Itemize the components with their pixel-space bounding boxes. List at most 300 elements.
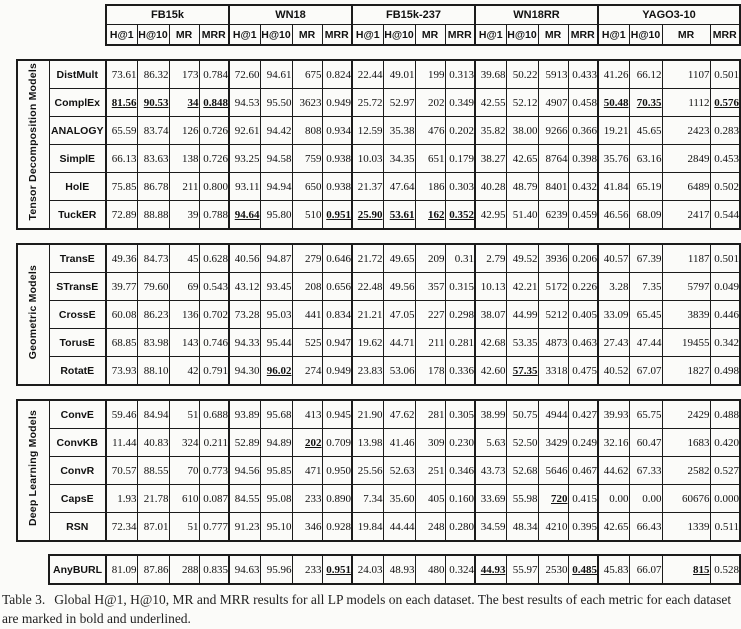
value-cell: 95.85 — [260, 457, 292, 485]
model-name: ConvR — [49, 457, 106, 485]
value-cell: 42.60 — [475, 357, 506, 386]
value-cell: 0.179 — [445, 145, 475, 173]
value-cell: 0.800 — [199, 173, 229, 201]
value-cell: 25.56 — [352, 457, 383, 485]
value-cell: 0.280 — [445, 513, 475, 542]
value-cell: 4873 — [538, 329, 568, 357]
value-cell: 0.202 — [445, 117, 475, 145]
value-cell: 0.498 — [710, 357, 740, 386]
value-cell: 0.349 — [445, 89, 475, 117]
value-cell: 675 — [292, 60, 322, 89]
group-label: Tensor Decomposition Models — [27, 63, 40, 221]
value-cell: 49.01 — [383, 60, 415, 89]
value-cell: 0.726 — [199, 117, 229, 145]
metric-name-header: MR — [415, 25, 445, 46]
value-cell: 6489 — [662, 173, 710, 201]
value-cell: 0.485 — [568, 555, 598, 584]
value-cell: 2849 — [662, 145, 710, 173]
value-cell: 21.21 — [352, 301, 383, 329]
value-cell: 0.459 — [568, 201, 598, 230]
model-name: TuckER — [49, 201, 106, 230]
value-cell: 94.87 — [260, 244, 292, 273]
value-cell: 5797 — [662, 273, 710, 301]
value-cell: 0.446 — [710, 301, 740, 329]
value-cell: 0.249 — [568, 429, 598, 457]
value-cell: 44.71 — [383, 329, 415, 357]
value-cell: 83.74 — [137, 117, 169, 145]
value-cell: 91.23 — [229, 513, 260, 542]
value-cell: 47.44 — [629, 329, 662, 357]
dataset-name-header: YAGO3-10 — [598, 5, 740, 25]
value-cell: 279 — [292, 244, 322, 273]
value-cell: 2429 — [662, 400, 710, 429]
value-cell: 11.44 — [106, 429, 137, 457]
value-cell: 84.55 — [229, 485, 260, 513]
value-cell: 44.93 — [475, 555, 506, 584]
metric-name-header: MRR — [322, 25, 352, 46]
value-cell: 413 — [292, 400, 322, 429]
value-cell: 0.315 — [445, 273, 475, 301]
value-cell: 40.56 — [229, 244, 260, 273]
value-cell: 21.90 — [352, 400, 383, 429]
metric-name-header: H@1 — [598, 25, 629, 46]
value-cell: 0.947 — [322, 329, 352, 357]
value-cell: 40.52 — [598, 357, 629, 386]
value-cell: 0.543 — [199, 273, 229, 301]
value-cell: 57.35 — [506, 357, 538, 386]
value-cell: 49.65 — [383, 244, 415, 273]
value-cell: 53.35 — [506, 329, 538, 357]
value-cell: 476 — [415, 117, 445, 145]
dataset-name-header: WN18RR — [475, 5, 598, 25]
value-cell: 9266 — [538, 117, 568, 145]
value-cell: 42.65 — [506, 145, 538, 173]
value-cell: 1112 — [662, 89, 710, 117]
value-cell: 4210 — [538, 513, 568, 542]
model-name: DistMult — [49, 60, 106, 89]
metric-name-header: MRR — [710, 25, 740, 46]
model-name: HolE — [49, 173, 106, 201]
value-cell: 525 — [292, 329, 322, 357]
value-cell: 94.63 — [229, 555, 260, 584]
value-cell: 23.83 — [352, 357, 383, 386]
value-cell: 136 — [169, 301, 199, 329]
dataset-name-header: WN18 — [229, 5, 352, 25]
value-cell: 95.44 — [260, 329, 292, 357]
column-header-table — [105, 4, 741, 46]
value-cell: 0.336 — [445, 357, 475, 386]
value-cell: 52.63 — [383, 457, 415, 485]
model-name: ANALOGY — [49, 117, 106, 145]
value-cell: 0.305 — [445, 400, 475, 429]
value-cell: 95.96 — [260, 555, 292, 584]
value-cell: 42.65 — [598, 513, 629, 542]
value-cell: 10.13 — [475, 273, 506, 301]
value-cell: 138 — [169, 145, 199, 173]
value-cell: 72.89 — [106, 201, 137, 230]
metric-name-header: H@10 — [629, 25, 662, 46]
value-cell: 70.57 — [106, 457, 137, 485]
value-cell: 0.834 — [322, 301, 352, 329]
value-cell: 0.432 — [568, 173, 598, 201]
value-cell: 211 — [169, 173, 199, 201]
value-cell: 0.951 — [322, 201, 352, 230]
value-cell: 0.950 — [322, 457, 352, 485]
metric-name-header: H@10 — [506, 25, 538, 46]
value-cell: 95.80 — [260, 201, 292, 230]
value-cell: 324 — [169, 429, 199, 457]
dataset-name-header: FB15k — [106, 5, 229, 25]
metric-name-header: H@1 — [106, 25, 137, 46]
model-name: CapsE — [49, 485, 106, 513]
value-cell: 0.000 — [710, 485, 740, 513]
value-cell: 48.79 — [506, 173, 538, 201]
value-cell: 0.511 — [710, 513, 740, 542]
value-cell: 43.73 — [475, 457, 506, 485]
model-group-table — [16, 243, 741, 386]
value-cell: 45.65 — [629, 117, 662, 145]
value-cell: 60.08 — [106, 301, 137, 329]
value-cell: 21.37 — [352, 173, 383, 201]
value-cell: 441 — [292, 301, 322, 329]
value-cell: 0.928 — [322, 513, 352, 542]
value-cell: 815 — [662, 555, 710, 584]
value-cell: 3839 — [662, 301, 710, 329]
value-cell: 357 — [415, 273, 445, 301]
value-cell: 759 — [292, 145, 322, 173]
value-cell: 19.84 — [352, 513, 383, 542]
value-cell: 55.98 — [506, 485, 538, 513]
value-cell: 52.68 — [506, 457, 538, 485]
value-cell: 208 — [292, 273, 322, 301]
value-cell: 48.34 — [506, 513, 538, 542]
value-cell: 59.46 — [106, 400, 137, 429]
value-cell: 0.945 — [322, 400, 352, 429]
value-cell: 0.31 — [445, 244, 475, 273]
value-cell: 0.949 — [322, 89, 352, 117]
value-cell: 86.32 — [137, 60, 169, 89]
value-cell: 0.501 — [710, 60, 740, 89]
value-cell: 0.206 — [568, 244, 598, 273]
value-cell: 3318 — [538, 357, 568, 386]
value-cell: 0.342 — [710, 329, 740, 357]
value-cell: 173 — [169, 60, 199, 89]
value-cell: 0.366 — [568, 117, 598, 145]
value-cell: 96.02 — [260, 357, 292, 386]
value-cell: 0.656 — [322, 273, 352, 301]
value-cell: 41.84 — [598, 173, 629, 201]
metric-name-header: MR — [169, 25, 199, 46]
value-cell: 162 — [415, 201, 445, 230]
value-cell: 49.36 — [106, 244, 137, 273]
value-cell: 84.94 — [137, 400, 169, 429]
value-cell: 0.458 — [568, 89, 598, 117]
group-label-cell — [17, 244, 49, 385]
value-cell: 73.28 — [229, 301, 260, 329]
value-cell: 0.467 — [568, 457, 598, 485]
value-cell: 65.59 — [106, 117, 137, 145]
value-cell: 0.544 — [710, 201, 740, 230]
value-cell: 38.27 — [475, 145, 506, 173]
value-cell: 68.85 — [106, 329, 137, 357]
value-cell: 0.303 — [445, 173, 475, 201]
value-cell: 0.283 — [710, 117, 740, 145]
value-cell: 0.527 — [710, 457, 740, 485]
group-label: Geometric Models — [27, 264, 40, 360]
value-cell: 0.488 — [710, 400, 740, 429]
value-cell: 610 — [169, 485, 199, 513]
value-cell: 93.25 — [229, 145, 260, 173]
value-cell: 94.64 — [229, 201, 260, 230]
value-cell: 70 — [169, 457, 199, 485]
value-cell: 93.11 — [229, 173, 260, 201]
value-cell: 33.69 — [475, 485, 506, 513]
value-cell: 35.60 — [383, 485, 415, 513]
value-cell: 32.16 — [598, 429, 629, 457]
value-cell: 67.33 — [629, 457, 662, 485]
value-cell: 66.43 — [629, 513, 662, 542]
value-cell: 6239 — [538, 201, 568, 230]
value-cell: 46.56 — [598, 201, 629, 230]
value-cell: 49.52 — [506, 244, 538, 273]
value-cell: 0.427 — [568, 400, 598, 429]
value-cell: 1.93 — [106, 485, 137, 513]
value-cell: 19.21 — [598, 117, 629, 145]
value-cell: 19.62 — [352, 329, 383, 357]
value-cell: 94.94 — [260, 173, 292, 201]
value-cell: 50.48 — [598, 89, 629, 117]
value-cell: 34.59 — [475, 513, 506, 542]
value-cell: 27.43 — [598, 329, 629, 357]
value-cell: 0.746 — [199, 329, 229, 357]
value-cell: 2423 — [662, 117, 710, 145]
value-cell: 87.86 — [137, 555, 169, 584]
value-cell: 0.313 — [445, 60, 475, 89]
value-cell: 0.709 — [322, 429, 352, 457]
value-cell: 42.21 — [506, 273, 538, 301]
value-cell: 0.773 — [199, 457, 229, 485]
value-cell: 65.45 — [629, 301, 662, 329]
value-cell: 35.76 — [598, 145, 629, 173]
value-cell: 0.791 — [199, 357, 229, 386]
metric-name-header: H@10 — [260, 25, 292, 46]
value-cell: 68.09 — [629, 201, 662, 230]
value-cell: 5913 — [538, 60, 568, 89]
value-cell: 86.78 — [137, 173, 169, 201]
value-cell: 480 — [415, 555, 445, 584]
value-cell: 65.19 — [629, 173, 662, 201]
value-cell: 45.83 — [598, 555, 629, 584]
value-cell: 0.415 — [568, 485, 598, 513]
value-cell: 5.63 — [475, 429, 506, 457]
value-cell: 92.61 — [229, 117, 260, 145]
model-name: ConvE — [49, 400, 106, 429]
value-cell: 0.726 — [199, 145, 229, 173]
value-cell: 41.46 — [383, 429, 415, 457]
value-cell: 288 — [169, 555, 199, 584]
value-cell: 95.03 — [260, 301, 292, 329]
value-cell: 0.646 — [322, 244, 352, 273]
value-cell: 0.777 — [199, 513, 229, 542]
value-cell: 2530 — [538, 555, 568, 584]
value-cell: 83.98 — [137, 329, 169, 357]
metric-name-header: MR — [292, 25, 322, 46]
value-cell: 143 — [169, 329, 199, 357]
value-cell: 40.28 — [475, 173, 506, 201]
value-cell: 2.79 — [475, 244, 506, 273]
value-cell: 126 — [169, 117, 199, 145]
value-cell: 39.77 — [106, 273, 137, 301]
value-cell: 95.68 — [260, 400, 292, 429]
value-cell: 0.475 — [568, 357, 598, 386]
value-cell: 510 — [292, 201, 322, 230]
model-name: STransE — [49, 273, 106, 301]
value-cell: 0.160 — [445, 485, 475, 513]
value-cell: 93.45 — [260, 273, 292, 301]
value-cell: 0.087 — [199, 485, 229, 513]
value-cell: 65.75 — [629, 400, 662, 429]
value-cell: 49.56 — [383, 273, 415, 301]
value-cell: 202 — [415, 89, 445, 117]
value-cell: 0.949 — [322, 357, 352, 386]
value-cell: 47.62 — [383, 400, 415, 429]
value-cell: 42.55 — [475, 89, 506, 117]
value-cell: 67.07 — [629, 357, 662, 386]
value-cell: 94.89 — [260, 429, 292, 457]
value-cell: 52.97 — [383, 89, 415, 117]
value-cell: 40.57 — [598, 244, 629, 273]
value-cell: 8764 — [538, 145, 568, 173]
model-name: TransE — [49, 244, 106, 273]
metric-name-header: H@10 — [383, 25, 415, 46]
value-cell: 0.433 — [568, 60, 598, 89]
value-cell: 95.08 — [260, 485, 292, 513]
value-cell: 233 — [292, 555, 322, 584]
value-cell: 3.28 — [598, 273, 629, 301]
metric-name-header: MRR — [199, 25, 229, 46]
metric-name-header: H@10 — [137, 25, 169, 46]
value-cell: 202 — [292, 429, 322, 457]
value-cell: 13.98 — [352, 429, 383, 457]
value-cell: 81.56 — [106, 89, 137, 117]
value-cell: 69 — [169, 273, 199, 301]
value-cell: 0.824 — [322, 60, 352, 89]
value-cell: 0.405 — [568, 301, 598, 329]
table-caption — [2, 591, 737, 629]
value-cell: 0.702 — [199, 301, 229, 329]
value-cell: 40.83 — [137, 429, 169, 457]
value-cell: 0.298 — [445, 301, 475, 329]
value-cell: 209 — [415, 244, 445, 273]
value-cell: 81.09 — [106, 555, 137, 584]
value-cell: 84.73 — [137, 244, 169, 273]
value-cell: 70.35 — [629, 89, 662, 117]
group-label-cell — [17, 400, 49, 541]
value-cell: 0.398 — [568, 145, 598, 173]
value-cell: 44.62 — [598, 457, 629, 485]
value-cell: 73.61 — [106, 60, 137, 89]
value-cell: 87.01 — [137, 513, 169, 542]
value-cell: 720 — [538, 485, 568, 513]
value-cell: 233 — [292, 485, 322, 513]
value-cell: 227 — [415, 301, 445, 329]
value-cell: 52.50 — [506, 429, 538, 457]
value-cell: 248 — [415, 513, 445, 542]
value-cell: 3623 — [292, 89, 322, 117]
value-cell: 0.324 — [445, 555, 475, 584]
value-cell: 86.23 — [137, 301, 169, 329]
value-cell: 93.89 — [229, 400, 260, 429]
value-cell: 0.00 — [598, 485, 629, 513]
value-cell: 0.848 — [199, 89, 229, 117]
value-cell: 95.10 — [260, 513, 292, 542]
value-cell: 0.835 — [199, 555, 229, 584]
anyburl-row-table — [48, 554, 741, 585]
group-label-cell — [17, 60, 49, 229]
value-cell: 0.453 — [710, 145, 740, 173]
value-cell: 55.97 — [506, 555, 538, 584]
value-cell: 39 — [169, 201, 199, 230]
value-cell: 95.50 — [260, 89, 292, 117]
value-cell: 50.22 — [506, 60, 538, 89]
value-cell: 346 — [292, 513, 322, 542]
value-cell: 94.53 — [229, 89, 260, 117]
metric-name-header: MRR — [568, 25, 598, 46]
metric-name-header: MR — [538, 25, 568, 46]
value-cell: 34.35 — [383, 145, 415, 173]
value-cell: 52.12 — [506, 89, 538, 117]
value-cell: 7.35 — [629, 273, 662, 301]
value-cell: 24.03 — [352, 555, 383, 584]
value-cell: 94.61 — [260, 60, 292, 89]
value-cell: 66.07 — [629, 555, 662, 584]
value-cell: 51 — [169, 513, 199, 542]
value-cell: 0.211 — [199, 429, 229, 457]
value-cell: 53.61 — [383, 201, 415, 230]
value-cell: 51.40 — [506, 201, 538, 230]
value-cell: 25.90 — [352, 201, 383, 230]
model-groups-container — [0, 59, 741, 542]
value-cell: 178 — [415, 357, 445, 386]
value-cell: 199 — [415, 60, 445, 89]
model-name: TorusE — [49, 329, 106, 357]
value-cell: 47.05 — [383, 301, 415, 329]
value-cell: 88.10 — [137, 357, 169, 386]
value-cell: 38.00 — [506, 117, 538, 145]
value-cell: 35.82 — [475, 117, 506, 145]
value-cell: 51 — [169, 400, 199, 429]
value-cell: 48.93 — [383, 555, 415, 584]
value-cell: 309 — [415, 429, 445, 457]
value-cell: 43.12 — [229, 273, 260, 301]
value-cell: 75.85 — [106, 173, 137, 201]
value-cell: 3429 — [538, 429, 568, 457]
value-cell: 60.47 — [629, 429, 662, 457]
value-cell: 34 — [169, 89, 199, 117]
value-cell: 38.99 — [475, 400, 506, 429]
value-cell: 44.44 — [383, 513, 415, 542]
metric-name-header: H@1 — [475, 25, 506, 46]
metric-name-header: H@1 — [229, 25, 260, 46]
value-cell: 39.68 — [475, 60, 506, 89]
model-name: SimplE — [49, 145, 106, 173]
value-cell: 35.38 — [383, 117, 415, 145]
value-cell: 2417 — [662, 201, 710, 230]
value-cell: 47.64 — [383, 173, 415, 201]
value-cell: 19455 — [662, 329, 710, 357]
value-cell: 63.16 — [629, 145, 662, 173]
caption-label: Table 3. — [2, 592, 46, 607]
